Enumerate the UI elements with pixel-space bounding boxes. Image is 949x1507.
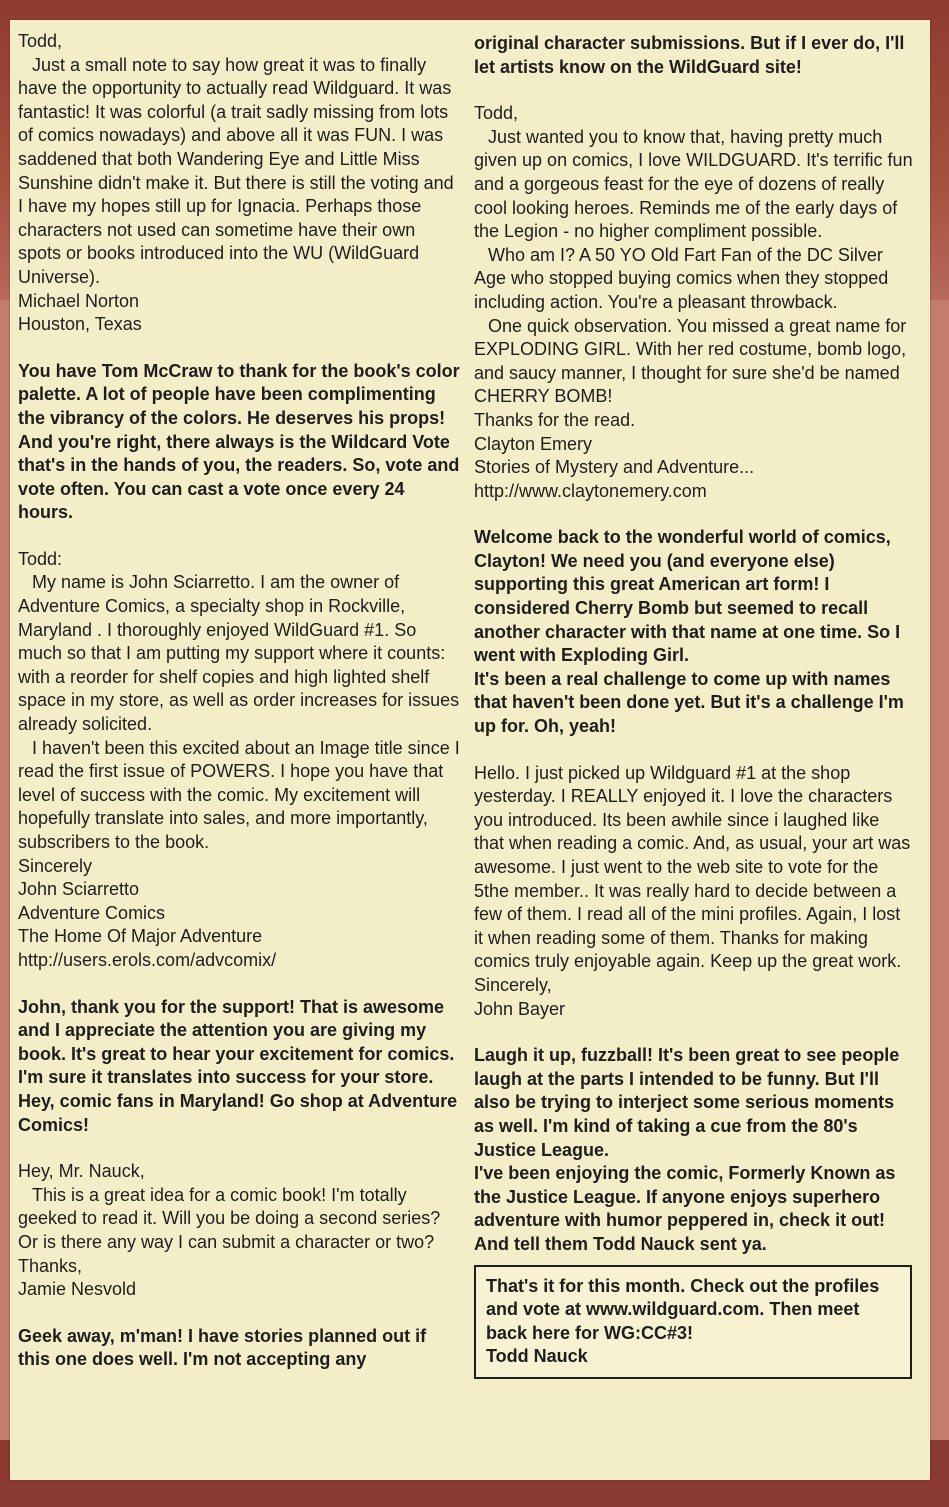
letter4-para2: Who am I? A 50 YO Old Fart Fan of the DC Silver Age who stopped buying comics when they stopped including action. You're a pleasant throwback. <box>474 244 889 312</box>
reply5b: I've been enjoying the comic, Formerly Known as the Justice League. If anyone enjoys superhero adventure with humor peppered in, check it out! And tell them Todd Nauck sent ya. <box>474 1163 896 1254</box>
letter5-name: John Bayer <box>474 998 566 1019</box>
letter1-salutation: Todd, <box>18 31 63 51</box>
letter4-salutation: Todd, <box>474 103 519 124</box>
left-column <box>18 30 463 1372</box>
letters-page <box>10 20 930 1480</box>
letter4-para1: Just wanted you to know that, having pretty much given up on comics, I love WILDGUARD. It's terrific fun and a gorgeous feast for the eye of dozens of really cool looking heroes. Reminds me of the early days of the Legion - no higher compliment possible. <box>474 126 913 242</box>
reply5a: Laugh it up, fuzzball! It's been great to see people laugh at the parts I intended to be funny. But I'll also be trying to interject some serious moments as well. I'm kind of taking a cue from the 80's Justice League. <box>474 1045 900 1160</box>
letter4-title: Stories of Mystery and Adventure... <box>474 457 755 478</box>
letter3-closing: Thanks, <box>18 1255 83 1276</box>
right-column <box>474 32 914 1379</box>
letter1-body: Just a small note to say how great it was to finally have the opportunity to actually read Wildguard. It was fantastic! It was colorful (a trait sadly missing from lots of comics nowadays) and above all it was FUN. I was saddened that both Wandering Eye and Little Miss Sunshine didn't make it. But there is still the voting and I have my hopes still up for Ignacia. Perhaps those characters not used can sometime have their own spots or books introduced into the WU (WildGuard Universe). <box>18 54 454 287</box>
reply4b: It's been a real challenge to come up with names that haven't been done yet. But it's a challenge I'm up for. Oh, yeah! <box>474 668 904 737</box>
letter1-name: Michael Norton <box>18 290 140 311</box>
letter4-para3: One quick observation. You missed a great name for EXPLODING GIRL. With her red costume, bomb logo, and saucy manner, I thought for sure she'd be named CHERRY BOMB! <box>474 315 907 407</box>
closing-box-text: That's it for this month. Check out the profiles and vote at www.wildguard.com. Then meet back here for WG:CC#3! <box>486 1275 880 1343</box>
reply3-end: original character submissions. But if I ever do, I'll let artists know on the WildGuard site! <box>474 33 905 77</box>
letter5-closing: Sincerely, <box>474 974 552 995</box>
letter3-body: This is a great idea for a comic book! I'm totally geeked to read it. Will you be doing a second series? Or is there any way I can submit a character or two? <box>18 1184 441 1252</box>
letter4-thanks: Thanks for the read. <box>474 409 636 430</box>
reply3-start: Geek away, m'man! I have stories planned out if this one does well. I'm not accepting any <box>18 1325 427 1370</box>
letter5-body: Hello. I just picked up Wildguard #1 at the shop yesterday. I REALLY enjoyed it. I love the characters you introduced. Its been awhile since i laughed like that when reading a comic. And, as usual, your art was awesome. I just went to the web site to vote for the 5the member.. It was really hard to decide between a few of them. I read all of the mini profiles. Again, I lost it when reading some of them. Thanks for making comics truly enjoyable again. Keep up the great work. <box>474 762 911 972</box>
closing-box <box>474 1265 912 1379</box>
letter2-closing: Sincerely <box>18 855 93 876</box>
letter2-salutation: Todd: <box>18 548 63 569</box>
letter3-salutation: Hey, Mr. Nauck, <box>18 1161 145 1182</box>
letter2-para2: I haven't been this excited about an Image title since I read the first issue of POWERS. I hope you have that level of success with the comic. My excitement will hopefully translate into sales, and more importantly, subscribers to the book. <box>18 737 460 852</box>
letter2-url: http://users.erols.com/advcomix/ <box>18 949 277 970</box>
letter2-para1: My name is John Sciarretto. I am the owner of Adventure Comics, a specialty shop in Rockville, Maryland . I thoroughly enjoyed WildGuard #1. So much so that I am putting my support where it counts: with a reorder for shelf copies and high lighted shelf space in my store, as well as order increases for issues already solicited. <box>18 572 460 735</box>
closing-box-signature: Todd Nauck <box>486 1346 588 1367</box>
letter4-name: Clayton Emery <box>474 433 593 454</box>
letter2-shop: Adventure Comics <box>18 902 166 923</box>
reply2a: John, thank you for the support! That is awesome and I appreciate the attention you are giving my book. It's great to hear your excitement for comics. I'm sure it translates into success for your store. <box>18 996 455 1088</box>
reply1: You have Tom McCraw to thank for the book's color palette. A lot of people have been complimenting the vibrancy of the colors. He deserves his props! And you're right, there always is the Wildcard Vote that's in the hands of you, the readers. So, vote and vote often. You can cast a vote once every 24 hours. <box>18 360 460 523</box>
letter2-tagline: The Home Of Major Adventure <box>18 926 263 947</box>
letter4-url: http://www.claytonemery.com <box>474 480 707 501</box>
letter2-name: John Sciarretto <box>18 879 140 900</box>
letter1-location: Houston, Texas <box>18 314 142 335</box>
letter3-name: Jamie Nesvold <box>18 1279 137 1300</box>
reply2b: Hey, comic fans in Maryland! Go shop at Adventure Comics! <box>18 1090 458 1135</box>
reply4a: Welcome back to the wonderful world of comics, Clayton! We need you (and everyone else) supporting this great American art form! I considered Cherry Bomb but seemed to recall another character with that name at one time. So I went with Exploding Girl. <box>474 527 901 666</box>
